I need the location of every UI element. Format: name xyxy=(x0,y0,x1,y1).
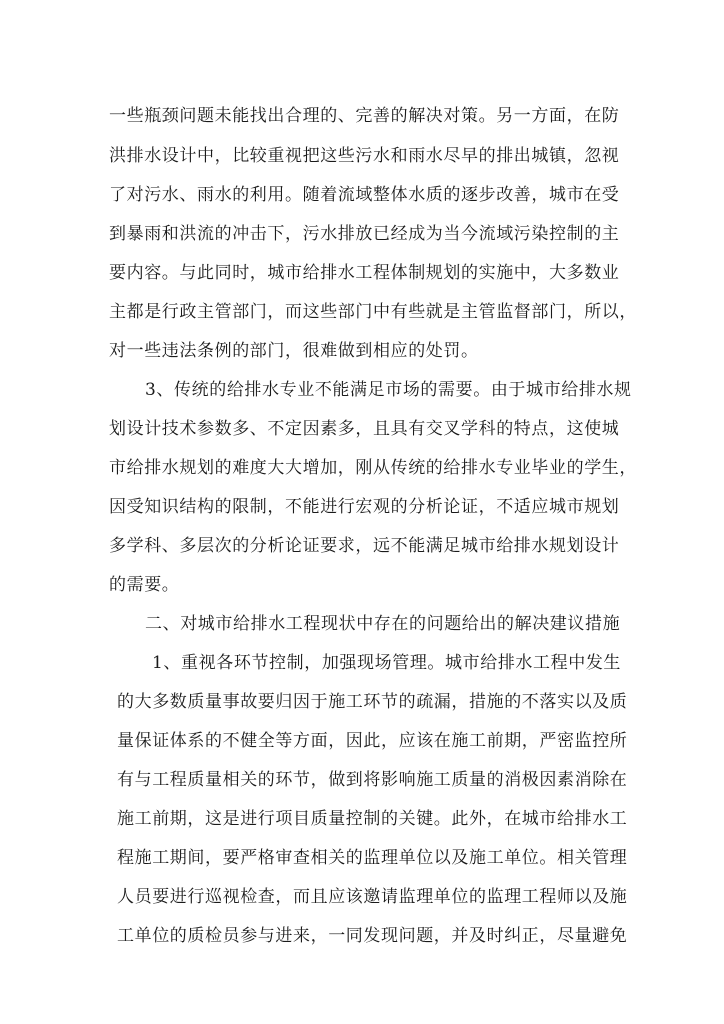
text-line: 划设计技术参数多、不定因素多，且具有交叉学科的特点，这使城 xyxy=(109,419,620,439)
text-line: 有与工程质量相关的环节，做到将影响施工质量的消极因素消除在 xyxy=(117,770,628,790)
text-line: 量保证体系的不健全等方面，因此，应该在施工前期，严密监控所 xyxy=(117,731,628,751)
text-line: 因受知识结构的限制，不能进行宏观的分析论证，不适应城市规划 xyxy=(109,497,620,517)
text-line: 人员要进行巡视检查，而且应该邀请监理单位的监理工程师以及施 xyxy=(117,887,628,907)
text-line: 了对污水、雨水的利用。随着流域整体水质的逐步改善，城市在受 xyxy=(109,185,620,205)
text-line: 到暴雨和洪流的冲击下，污水排放已经成为当今流域污染控制的主 xyxy=(109,224,620,244)
text-line: 1、重视各环节控制，加强现场管理。城市给排水工程中发生 xyxy=(152,653,622,673)
text-line: 对一些违法条例的部门，很难做到相应的处罚。 xyxy=(109,341,479,361)
text-line: 洪排水设计中，比较重视把这些污水和雨水尽早的排出城镇，忽视 xyxy=(109,146,620,166)
heading-text: 二、对城市给排水工程现状中存在的问题给出的解决建议措施 xyxy=(145,614,621,634)
text-line: 程施工期间，要严格审查相关的监理单位以及施工单位。相关管理 xyxy=(117,848,628,868)
text-line: 市给排水规划的难度大大增加，刚从传统的给排水专业毕业的学生， xyxy=(109,458,637,478)
text-line: 要内容。与此同时，城市给排水工程体制规划的实施中，大多数业 xyxy=(109,263,620,283)
text-line: 一些瓶颈问题未能找出合理的、完善的解决对策。另一方面，在防 xyxy=(109,106,620,126)
text-line: 3、传统的给排水专业不能满足市场的需要。由于城市给排水规 xyxy=(145,380,632,400)
text-line: 工单位的质检员参与进来，一同发现问题，并及时纠正，尽量避免 xyxy=(117,926,628,946)
text-line: 多学科、多层次的分析论证要求，远不能满足城市给排水规划设计 xyxy=(109,536,620,556)
text-line: 施工前期，这是进行项目质量控制的关键。此外，在城市给排水工 xyxy=(117,809,628,829)
text-line: 的大多数质量事故要归因于施工环节的疏漏，措施的不落实以及质 xyxy=(117,692,628,712)
text-line: 的需要。 xyxy=(109,575,180,595)
text-line: 主都是行政主管部门，而这些部门中有些就是主管监督部门，所以， xyxy=(109,302,637,322)
